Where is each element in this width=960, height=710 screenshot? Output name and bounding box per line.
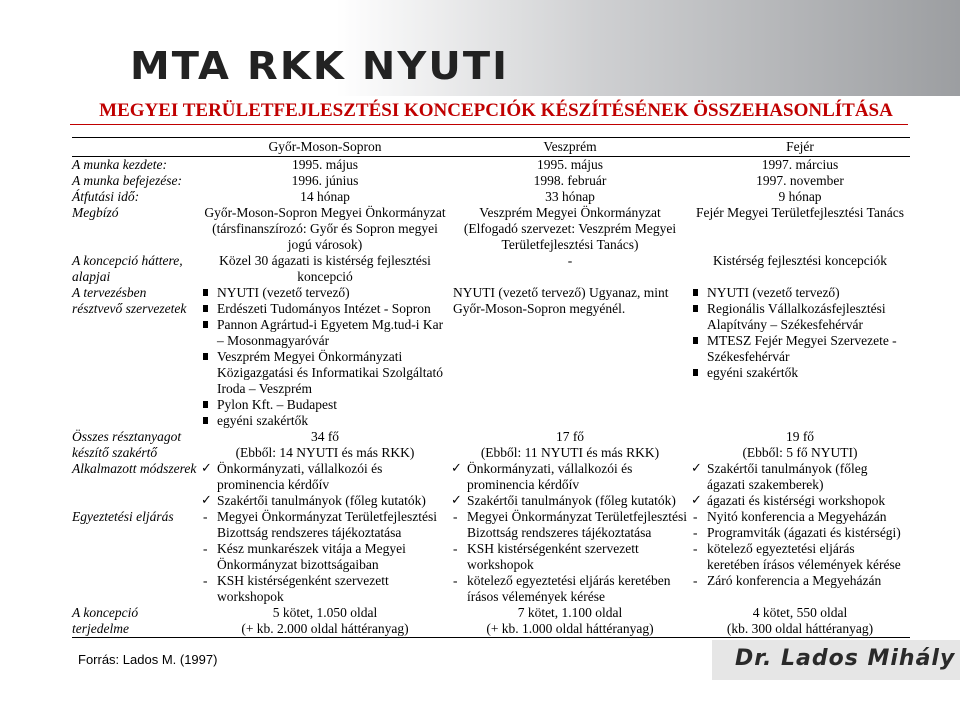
header-blank [72,138,200,157]
list-item: ✓ Szakértői tanulmányok (főleg kutatók) [203,493,447,509]
cell-line: (+ kb. 1.000 oldal háttéranyag) [486,621,654,636]
list-item: - kötelező egyeztetési eljárás keretében írásos vélemények kérése [693,541,907,573]
cell: 1997. március [761,157,839,172]
table-header-row [72,138,910,157]
list-item: - Kész munkarészek vitája a Megyei Önkormányzat bizottságaiban [203,541,447,573]
bullet-list [203,285,447,429]
cell [200,285,450,429]
list-item: NYUTI (vezető tervező) [693,285,907,301]
cell: Fejér Megyei Területfejlesztési Tanács [696,205,904,220]
author-name: Dr. Lados Mihály [735,646,956,671]
cell [200,429,450,461]
list-item: MTESZ Fejér Megyei Szervezete - Székesfehérvár [693,333,907,365]
check-list [453,461,687,509]
cell-line: (Ebből: 11 NYUTI és más RKK) [480,445,660,460]
list-item: Veszprém Megyei Önkormányzati Közigazgatási és Informatikai Szolgáltató Iroda – Veszprém [203,349,447,397]
list-item: - Záró konferencia a Megyeházán [693,573,907,589]
table-row [72,173,910,189]
row-label: Átfutási idő: [72,189,140,204]
dash-list [453,509,687,605]
table-row [72,253,910,285]
row-label: A tervezésben résztvevő szervezetek [72,285,187,316]
list-item: - KSH kistérségenként szervezett workshopok [203,573,447,605]
title-divider [70,124,908,125]
cell: 1998. február [533,173,607,188]
list-item: ✓ Önkormányzati, vállalkozói és prominencia kérdőív [203,461,447,493]
comparison-table [72,137,910,638]
table-row [72,285,910,429]
cell: - [567,253,573,268]
list-item: NYUTI (vezető tervező) [203,285,447,301]
cell-line: (Ebből: 5 fő NYUTI) [742,445,858,460]
cell: 1995. május [537,157,603,172]
table-row [72,189,910,205]
cell [450,605,690,638]
cell: Közel 30 ágazati is kistérség fejlesztési koncepció [219,253,431,284]
list-item: - kötelező egyeztetési eljárás keretében írásos vélemények kérése [453,573,687,605]
table-row [72,205,910,253]
cell-line: (kb. 300 oldal háttéranyag) [726,621,874,636]
table-row [72,605,910,638]
check-list [203,461,447,509]
cell [690,429,910,461]
list-item: Pannon Agrártud-i Egyetem Mg.tud-i Kar – Mosonmagyaróvár [203,317,447,349]
logo: MTA RKK NYUTI [130,44,510,88]
row-label: Megbízó [72,205,119,220]
list-item: ✓ Szakértői tanulmányok (főleg ágazati szakemberek) [693,461,907,493]
list-item: egyéni szakértők [693,365,907,381]
cell: 1996. június [291,173,359,188]
list-item: - Programviták (ágazati és kistérségi) [693,525,907,541]
cell-line: 5 kötet, 1.050 oldal [272,605,378,620]
cell [200,461,450,509]
cell [450,429,690,461]
cell: 9 hónap [778,189,822,204]
column-header: Győr-Moson-Sopron [200,138,450,157]
list-item: - Megyei Önkormányzat Területfejlesztési Bizottság rendszeres tájékoztatása [203,509,447,541]
cell [690,605,910,638]
list-item: Pylon Kft. – Budapest [203,397,447,413]
cell: NYUTI (vezető tervező) Ugyanaz, mint Győr-Moson-Sopron megyénél. [453,285,669,316]
table-row [72,461,910,509]
cell-line: 19 fő [785,429,815,444]
row-label: Összes résztanyagot készítő szakértő [72,429,182,460]
cell-line: (Ebből: 14 NYUTI és más RKK) [235,445,415,460]
list-item: ✓ ágazati és kistérségi workshopok [693,493,907,509]
source-note: Forrás: Lados M. (1997) [78,652,218,667]
cell [200,605,450,638]
table-row [72,429,910,461]
cell: Győr-Moson-Sopron Megyei Önkormányzat (társfinanszírozó: Győr és Sopron megyei jogú városok) [204,205,446,252]
list-item: - KSH kistérségenként szervezett workshopok [453,541,687,573]
cell [690,509,910,605]
table-row [72,509,910,605]
list-item: Erdészeti Tudományos Intézet - Sopron [203,301,447,317]
list-item: - Nyitó konferencia a Megyeházán [693,509,907,525]
cell-line: (+ kb. 2.000 oldal háttéranyag) [241,621,409,636]
cell-line: 34 fő [310,429,340,444]
check-list [693,461,907,509]
row-label: A koncepció háttere, alapjai [72,253,183,284]
cell [200,509,450,605]
cell [690,461,910,509]
page-title: MEGYEI TERÜLETFEJLESZTÉSI KONCEPCIÓK KÉSZÍTÉSÉNEK ÖSSZEHASONLÍTÁSA [99,100,893,121]
cell: Kistérség fejlesztési koncepciók [713,253,887,268]
cell-line: 7 kötet, 1.100 oldal [517,605,623,620]
row-label: Egyeztetési eljárás [72,509,174,524]
cell [450,461,690,509]
cell: 1997. november [756,173,844,188]
cell: 1995. május [292,157,358,172]
dash-list [693,509,907,589]
list-item: ✓ Szakértői tanulmányok (főleg kutatók) [453,493,687,509]
row-label: A koncepció terjedelme [72,605,139,636]
list-item: - Megyei Önkormányzat Területfejlesztési Bizottság rendszeres tájékoztatása [453,509,687,541]
cell: Veszprém Megyei Önkormányzat (Elfogadó szervezet: Veszprém Megyei Területfejlesztési Tanács) [463,205,677,252]
cell [450,509,690,605]
row-label: A munka kezdete: [72,157,167,172]
row-label: A munka befejezése: [72,173,182,188]
cell [690,285,910,429]
cell-line: 4 kötet, 550 oldal [752,605,848,620]
dash-list [203,509,447,605]
column-header: Veszprém [450,138,690,157]
table-row [72,157,910,174]
cell: 33 hónap [545,189,595,204]
list-item: ✓ Önkormányzati, vállalkozói és prominencia kérdőív [453,461,687,493]
column-header: Fejér [690,138,910,157]
list-item: Regionális Vállalkozásfejlesztési Alapítvány – Székesfehérvár [693,301,907,333]
cell-line: 17 fő [555,429,585,444]
list-item: egyéni szakértők [203,413,447,429]
cell: 14 hónap [300,189,350,204]
row-label: Alkalmazott módszerek [72,461,197,476]
bullet-list [693,285,907,381]
